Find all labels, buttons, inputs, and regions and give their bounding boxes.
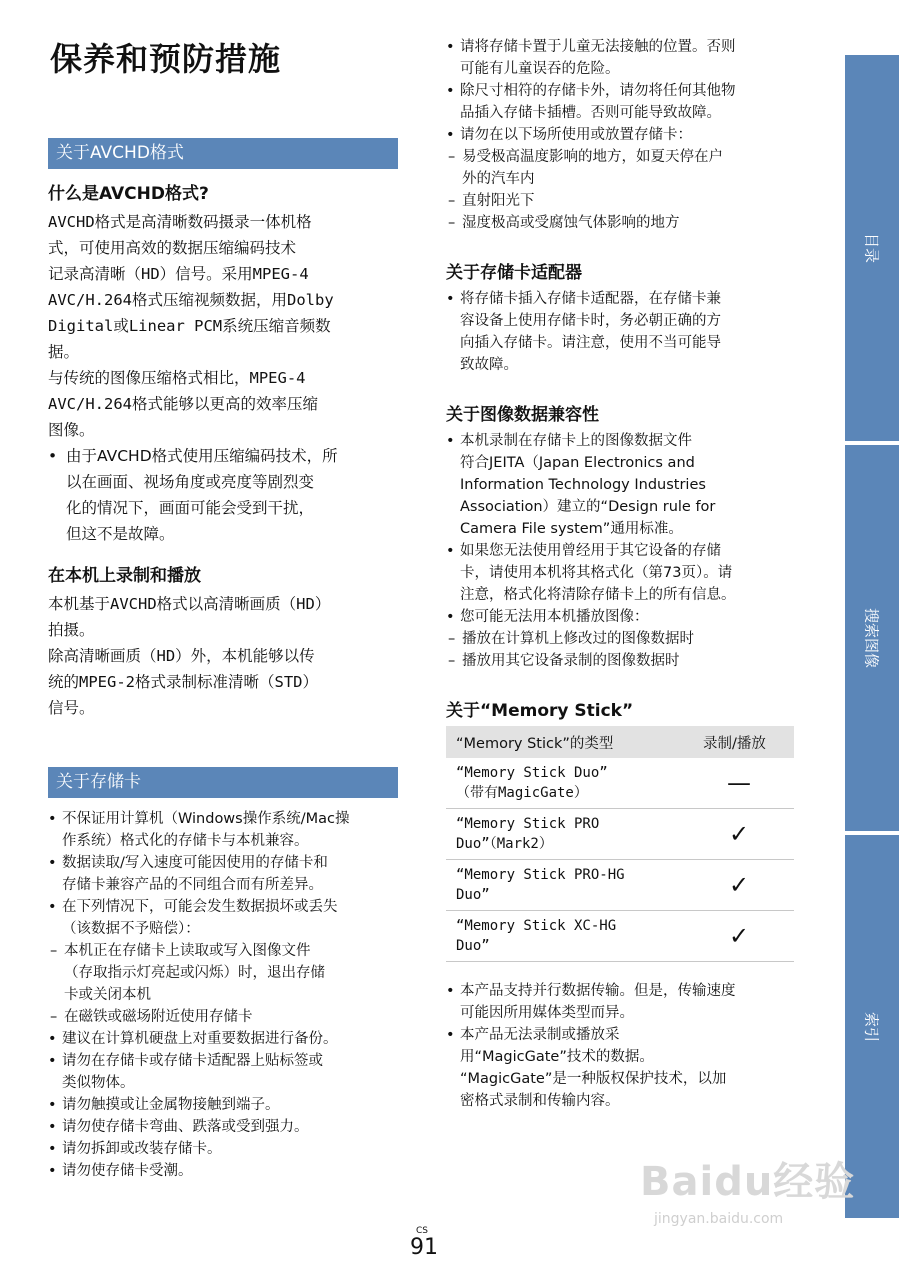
bullet-dot: • [446, 433, 455, 449]
text-line: 密格式录制和传输内容。 [460, 1093, 620, 1109]
text-line: 直射阳光下 [462, 193, 535, 209]
bullet-dot: • [48, 1031, 57, 1047]
dash-item [48, 940, 398, 1006]
avchd-question-heading: 什么是AVCHD格式? [48, 184, 209, 204]
text-line: 用“MagicGate”技术的数据。 [460, 1049, 654, 1065]
dash-item [48, 1006, 398, 1028]
table-cell-type [446, 809, 685, 860]
dash-item [446, 146, 796, 190]
list-item [48, 808, 398, 852]
dash-item [446, 650, 796, 672]
checkmark-icon: ✓ [685, 860, 794, 911]
list-item [48, 1138, 398, 1160]
text-line: 卡，请使用本机将其格式化（第73页）。请 [460, 565, 733, 581]
dash-item [446, 212, 796, 234]
list-item [48, 1094, 398, 1116]
dash-item [446, 190, 796, 212]
dash-mark: – [50, 1009, 58, 1025]
text-line: 向插入存储卡。请注意，使用不当可能导 [460, 335, 721, 351]
bullet-dot: • [446, 39, 455, 55]
text-line: 播放用其它设备录制的图像数据时 [462, 653, 680, 669]
text-line: “MagicGate”是一种版权保护技术，以加 [460, 1071, 727, 1087]
table-row [446, 809, 794, 860]
checkmark-icon: ✓ [685, 911, 794, 962]
text-line: “Memory Stick XC-HG [456, 918, 617, 934]
bullet-dot: • [446, 83, 455, 99]
bullet-dot: • [48, 447, 58, 465]
memory-stick-heading: 关于“Memory Stick” [446, 701, 634, 721]
bullet-dot: • [48, 1053, 57, 1069]
page-number [410, 1226, 438, 1260]
compatibility-heading: 关于图像数据兼容性 [446, 405, 599, 425]
text-line: 除高清晰画质（HD）外，本机能够以传 [48, 647, 315, 665]
text-line: 化的情况下，画面可能会受到干扰， [66, 499, 315, 517]
text-line: 本产品无法录制或播放采 [460, 1027, 620, 1043]
text-line: Duo” [456, 938, 490, 954]
text-line: 拍摄。 [48, 621, 95, 639]
tab-search-images[interactable] [845, 445, 899, 831]
bullet-dot: • [48, 1097, 57, 1113]
bullet-dot: • [446, 609, 455, 625]
table-row [446, 758, 794, 809]
text-line: 由于AVCHD格式使用压缩编码技术，所 [66, 447, 338, 465]
text-line: 数据读取/写入速度可能因使用的存储卡和 [62, 855, 328, 871]
side-tabs [845, 55, 899, 1222]
text-line: 统的MPEG-2格式录制标准清晰（STD） [48, 673, 318, 691]
adapter-list [446, 288, 796, 376]
left-column [48, 138, 398, 1182]
text-line: Information Technology Industries [460, 477, 706, 493]
text-line: 本机基于AVCHD格式以高清晰画质（HD） [48, 595, 331, 613]
text-line: 请勿使存储卡受潮。 [62, 1163, 193, 1179]
text-line: “Memory Stick PRO [456, 816, 600, 832]
record-playback-heading: 在本机上录制和播放 [48, 566, 201, 586]
text-line: 请勿触摸或让金属物接触到端子。 [62, 1097, 280, 1113]
bullet-dot: • [446, 291, 455, 307]
dash-mark: – [448, 149, 456, 165]
text-line: 与传统的图像压缩格式相比，MPEG-4 [48, 369, 306, 387]
list-item [48, 1116, 398, 1138]
text-line: “Memory Stick PRO-HG [456, 867, 625, 883]
dash-mark: – [448, 631, 456, 647]
dash-mark: – [448, 193, 456, 209]
text-line: 存储卡兼容产品的不同组合而有所差异。 [62, 877, 323, 893]
tab-index-label: 索引 [862, 1011, 881, 1042]
list-item [48, 852, 398, 896]
dash-mark: – [448, 215, 456, 231]
table-cell-type [446, 758, 685, 809]
text-line: 外的汽车内 [462, 171, 535, 187]
page-title: 保养和预防措施 [50, 40, 282, 78]
text-line: 可能因所用媒体类型而异。 [460, 1005, 634, 1021]
bullet-dot: • [446, 543, 455, 559]
tab-contents[interactable] [845, 55, 899, 441]
text-line: “Memory Stick Duo” [456, 765, 608, 781]
text-line: （存取指示灯亮起或闪烁）时，退出存储 [64, 965, 325, 981]
compatibility-list [446, 430, 796, 672]
list-item [446, 124, 796, 146]
list-item [48, 896, 398, 940]
text-line: Duo”（Mark2） [456, 836, 553, 852]
tab-search-images-label: 搜索图像 [862, 607, 881, 669]
text-line: Digital或Linear PCM系统压缩音频数 [48, 317, 331, 335]
page-lang-code: CS [416, 1226, 428, 1236]
dash-icon: — [685, 758, 794, 809]
storage-warning-list [446, 36, 796, 234]
memory-card-section-header: 关于存储卡 [48, 767, 398, 798]
text-line: AVCHD格式是高清晰数码摄录一体机格 [48, 213, 312, 231]
bullet-dot: • [446, 983, 455, 999]
list-item [446, 606, 796, 628]
text-line: AVC/H.264格式能够以更高的效率压缩 [48, 395, 318, 413]
text-line: 您可能无法用本机播放图像： [460, 609, 649, 625]
text-line: Duo” [456, 887, 490, 903]
text-line: 请将存储卡置于儿童无法接触的位置。否则 [460, 39, 736, 55]
table-row [446, 911, 794, 962]
bullet-dot: • [48, 1119, 57, 1135]
text-line: 卡或关闭本机 [64, 987, 151, 1003]
adapter-heading: 关于存储卡适配器 [446, 263, 582, 283]
text-line: 易受极高温度影响的地方，如夏天停在户 [462, 149, 723, 165]
list-item [48, 1050, 398, 1094]
text-line: 记录高清晰（HD）信号。采用MPEG-4 [48, 265, 309, 283]
dash-item [446, 628, 796, 650]
list-item [446, 36, 796, 80]
list-item [446, 80, 796, 124]
text-line: 符合JEITA（Japan Electronics and [460, 455, 695, 471]
right-column [446, 36, 796, 1112]
text-line: Association）建立的“Design rule for [460, 499, 716, 515]
text-line: （带有MagicGate） [456, 785, 588, 801]
text-line: 但这不是故障。 [66, 525, 175, 543]
watermark [640, 1150, 855, 1227]
avchd-description [48, 209, 398, 443]
text-line: 品插入存储卡插槽。否则可能导致故障。 [460, 105, 721, 121]
dash-mark: – [50, 943, 58, 959]
text-line: 请勿拆卸或改装存储卡。 [62, 1141, 222, 1157]
watermark-url: jingyan.baidu.com [654, 1211, 784, 1227]
avchd-bullet [48, 443, 398, 547]
record-playback-text [48, 591, 398, 721]
list-item [446, 540, 796, 606]
list-item [446, 288, 796, 376]
text-line: 本机正在存储卡上读取或写入图像文件 [64, 943, 311, 959]
table-header-record-playback: 录制/播放 [685, 726, 794, 758]
dash-mark: – [448, 653, 456, 669]
list-item [446, 430, 796, 540]
memory-card-list [48, 808, 398, 1182]
text-line: 请勿在存储卡或存储卡适配器上贴标签或 [62, 1053, 323, 1069]
text-line: 将存储卡插入存储卡适配器，在存储卡兼 [460, 291, 721, 307]
text-line: 据。 [48, 343, 80, 361]
text-line: （该数据不予赔偿）： [62, 921, 200, 937]
bullet-dot: • [48, 855, 57, 871]
text-line: AVC/H.264格式压缩视频数据，用Dolby [48, 291, 334, 309]
page-number-value: 91 [410, 1235, 438, 1260]
text-line: 致故障。 [460, 357, 518, 373]
bullet-dot: • [48, 1163, 57, 1179]
text-line: 类似物体。 [62, 1075, 135, 1091]
table-cell-type [446, 911, 685, 962]
tab-contents-label: 目录 [862, 232, 881, 264]
text-line: 除尺寸相符的存储卡外，请勿将任何其他物 [460, 83, 736, 99]
text-line: 在磁铁或磁场附近使用存储卡 [64, 1009, 253, 1025]
text-line: 注意，格式化将清除存储卡上的所有信息。 [460, 587, 736, 603]
bullet-dot: • [48, 811, 57, 827]
checkmark-icon: ✓ [685, 809, 794, 860]
table-header-type: “Memory Stick”的类型 [446, 726, 685, 758]
text-line: 式，可使用高效的数据压缩编码技术 [48, 239, 297, 257]
text-line: 请勿在以下场所使用或放置存储卡： [460, 127, 692, 143]
text-line: 不保证用计算机（Windows操作系统/Mac操 [62, 811, 350, 827]
text-line: 本机录制在存储卡上的图像数据文件 [460, 433, 692, 449]
text-line: 本产品支持并行数据传输。但是，传输速度 [460, 983, 736, 999]
table-row [446, 860, 794, 911]
list-item [446, 980, 796, 1024]
text-line: 容设备上使用存储卡时，务必朝正确的方 [460, 313, 721, 329]
text-line: 信号。 [48, 699, 95, 717]
table-cell-type [446, 860, 685, 911]
text-line: 图像。 [48, 421, 95, 439]
text-line: 可能有儿童误吞的危险。 [460, 61, 620, 77]
bullet-dot: • [48, 1141, 57, 1157]
avchd-section-header: 关于AVCHD格式 [48, 138, 398, 169]
text-line: Camera File system”通用标准。 [460, 521, 683, 537]
watermark-logo: Baidu经验 [640, 1159, 856, 1205]
text-line: 以在画面、视场角度或亮度等剧烈变 [66, 473, 315, 491]
list-item [48, 1028, 398, 1050]
text-line: 建议在计算机硬盘上对重要数据进行备份。 [62, 1031, 338, 1047]
text-line: 在下列情况下，可能会发生数据损坏或丢失 [62, 899, 338, 915]
text-line: 作系统）格式化的存储卡与本机兼容。 [62, 833, 309, 849]
memory-stick-notes [446, 980, 796, 1112]
bullet-dot: • [446, 127, 455, 143]
bullet-dot: • [446, 1027, 455, 1043]
list-item [446, 1024, 796, 1112]
avchd-bullet-text [66, 443, 338, 547]
memory-stick-table [446, 726, 794, 962]
text-line: 播放在计算机上修改过的图像数据时 [462, 631, 694, 647]
text-line: 如果您无法使用曾经用于其它设备的存储 [460, 543, 721, 559]
list-item [48, 1160, 398, 1182]
bullet-dot: • [48, 899, 57, 915]
text-line: 请勿使存储卡弯曲、跌落或受到强力。 [62, 1119, 309, 1135]
text-line: 湿度极高或受腐蚀气体影响的地方 [462, 215, 680, 231]
